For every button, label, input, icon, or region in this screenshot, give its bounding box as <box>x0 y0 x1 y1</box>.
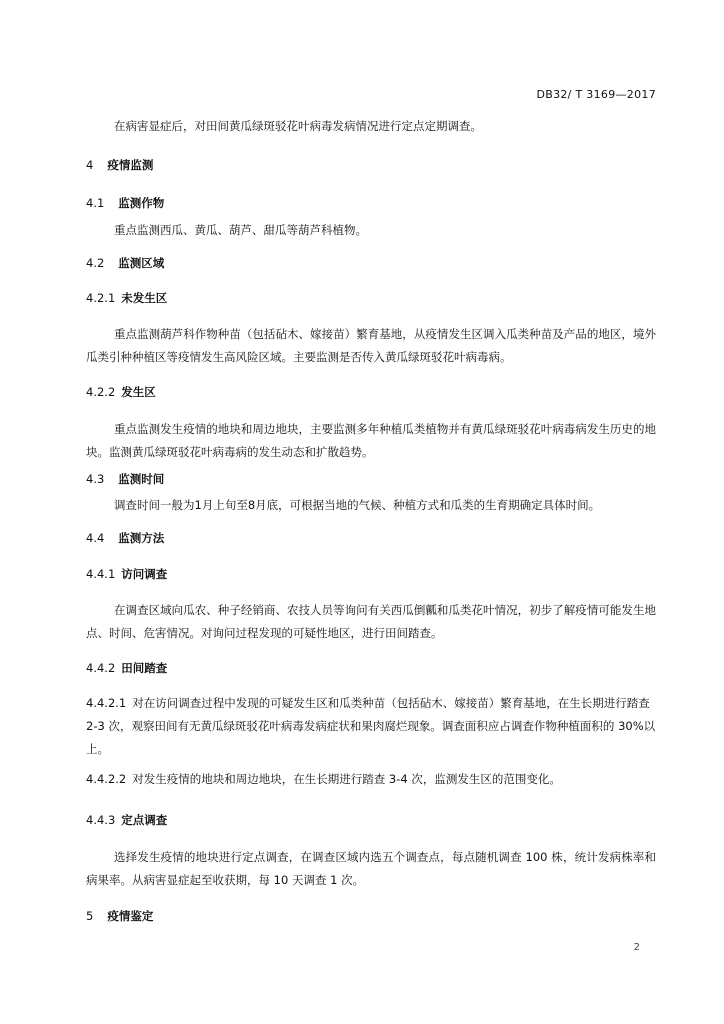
section-number: 4.2.1 <box>86 291 116 305</box>
section-4-4-heading <box>86 528 656 548</box>
section-4-2-heading <box>86 253 656 273</box>
intro-paragraph: 在病害显症后，对田间黄瓜绿斑驳花叶病毒发病情况进行定点定期调查。 <box>114 119 482 133</box>
section-4-4-2-heading <box>86 658 656 678</box>
section-number: 4.4.1 <box>86 567 116 581</box>
section-4-4-1-heading <box>86 564 656 584</box>
page-number: 2 <box>633 942 640 953</box>
clause-text: 对发生疫情的地块和周边地块，在生长期进行踏查 3-4 次，监测发生区的范围变化。 <box>132 772 561 786</box>
section-number: 4.4 <box>86 531 105 545</box>
clause-number: 4.4.2.2 <box>86 772 127 786</box>
section-4-2-2-paragraph: 重点监测发生疫情的地块和周边地块，主要监测多年种植瓜类植物并有黄瓜绿斑驳花叶病毒病发生历史的地块。监测黄瓜绿斑驳花叶病毒病的发生动态和扩散趋势。 <box>86 422 656 459</box>
section-title: 访问调查 <box>121 567 168 581</box>
section-title: 疫情监测 <box>107 158 154 172</box>
standard-code: DB32/ T 3169—2017 <box>536 88 656 101</box>
section-title: 监测区域 <box>118 256 165 270</box>
section-5-heading <box>86 906 656 926</box>
clause-number: 4.4.2.1 <box>86 696 127 710</box>
section-title: 疫情鉴定 <box>107 909 154 923</box>
section-number: 4.4.2 <box>86 661 116 675</box>
section-title: 监测时间 <box>118 472 165 486</box>
section-4-heading <box>86 155 656 175</box>
section-title: 田间踏查 <box>121 661 168 675</box>
section-4-4-2-2-paragraph <box>86 768 656 791</box>
section-title: 发生区 <box>121 385 156 399</box>
section-title: 监测作物 <box>118 196 165 210</box>
section-4-3-heading <box>86 469 656 489</box>
section-4-2-1-paragraph: 重点监测葫芦科作物种苗（包括砧木、嫁接苗）繁育基地，从疫情发生区调入瓜类种苗及产品的地区，境外瓜类引种种植区等疫情发生高风险区域。主要监测是否传入黄瓜绿斑驳花叶病毒病。 <box>86 327 656 364</box>
section-number: 5 <box>86 909 94 923</box>
section-number: 4.1 <box>86 196 105 210</box>
section-title: 监测方法 <box>118 531 165 545</box>
section-4-4-2-1-paragraph <box>86 692 656 761</box>
section-4-4-1-paragraph: 在调查区域向瓜农、种子经销商、农技人员等询问有关西瓜倒瓤和瓜类花叶情况，初步了解疫情可能发生地点、时间、危害情况。对询问过程发现的可疑性地区，进行田间踏查。 <box>86 603 656 640</box>
section-4-1-paragraph: 重点监测西瓜、黄瓜、葫芦、甜瓜等葫芦科植物。 <box>114 223 367 237</box>
section-4-2-1-heading <box>86 288 656 308</box>
section-number: 4.4.3 <box>86 813 116 827</box>
section-4-1-heading <box>86 193 656 213</box>
section-number: 4.2.2 <box>86 385 116 399</box>
section-4-4-3-heading <box>86 810 656 830</box>
section-4-3-paragraph: 调查时间一般为1月上旬至8月底，可根据当地的气候、种植方式和瓜类的生育期确定具体时间。 <box>114 498 601 512</box>
section-4-2-2-heading <box>86 382 656 402</box>
section-number: 4 <box>86 158 94 172</box>
section-4-4-3-paragraph: 选择发生疫情的地块进行定点调查，在调查区域内选五个调查点，每点随机调查 100 株，统计发病株率和病果率。从病害显症起至收获期，每 10 天调查 1 次。 <box>86 850 656 887</box>
section-number: 4.3 <box>86 472 105 486</box>
section-title: 定点调查 <box>121 813 168 827</box>
section-number: 4.2 <box>86 256 105 270</box>
section-title: 未发生区 <box>121 291 168 305</box>
clause-text: 对在访问调查过程中发现的可疑发生区和瓜类种苗（包括砧木、嫁接苗）繁育基地，在生长期进行踏查 2-3 次，观察田间有无黄瓜绿斑驳花叶病毒发病症状和果肉腐烂现象。调查面积应占调查作物种植面积的 30%以上。 <box>86 696 656 756</box>
